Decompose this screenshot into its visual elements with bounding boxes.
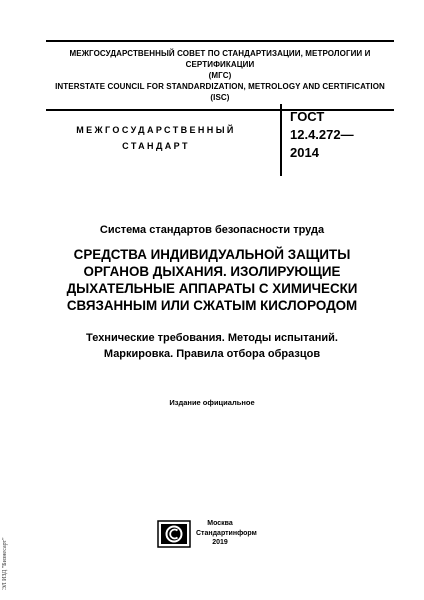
publisher-info xyxy=(196,519,257,548)
edition-note: Издание официальное xyxy=(169,398,255,407)
publisher-year: 2019 xyxy=(212,539,228,546)
publisher-city: Москва xyxy=(207,520,233,527)
main-title-line3: ДЫХАТЕЛЬНЫЕ АППАРАТЫ С ХИМИЧЕСКИ xyxy=(66,281,358,296)
gost-year: 2014 xyxy=(290,145,319,160)
standartinform-logo-icon xyxy=(157,520,191,548)
publisher-name: Стандартинформ xyxy=(196,529,257,537)
gost-prefix: ГОСТ xyxy=(290,109,325,124)
council-abbr-ru: (МГС) xyxy=(208,71,232,80)
gost-number xyxy=(290,108,400,162)
council-name-ru: МЕЖГОСУДАРСТВЕННЫЙ СОВЕТ ПО СТАНДАРТИЗАЦИИ, МЕТРОЛОГИИ И СЕРТИФИКАЦИИ xyxy=(69,49,371,69)
main-title-line4: СВЯЗАННЫМ ИЛИ СЖАТЫМ КИСЛОРОДОМ xyxy=(66,298,358,313)
main-title-line1: СРЕДСТВА ИНДИВИДУАЛЬНОЙ ЗАЩИТЫ xyxy=(73,247,351,262)
council-header xyxy=(46,40,394,111)
council-name-en: INTERSTATE COUNCIL FOR STANDARDIZATION, METROLOGY AND CERTIFICATION xyxy=(55,82,385,91)
side-watermark: ЭЛ ИЗД "Бизнесарт" xyxy=(2,537,8,590)
main-title xyxy=(40,246,384,314)
standard-type-label xyxy=(56,122,256,154)
standard-type-line1: МЕЖГОСУДАРСТВЕННЫЙ xyxy=(76,125,236,135)
standard-type-line2: СТАНДАРТ xyxy=(122,141,190,151)
gost-code: 12.4.272— xyxy=(290,127,354,142)
main-title-line2: ОРГАНОВ ДЫХАНИЯ. ИЗОЛИРУЮЩИЕ xyxy=(83,264,341,279)
subtitle-line1: Технические требования. Методы испытаний. xyxy=(86,332,338,344)
council-abbr-en: (ISC) xyxy=(210,93,230,102)
divider-line xyxy=(280,104,282,176)
system-title: Система стандартов безопасности труда xyxy=(99,224,325,236)
subtitle xyxy=(40,330,384,362)
subtitle-line2: Маркировка. Правила отбора образцов xyxy=(103,348,321,360)
